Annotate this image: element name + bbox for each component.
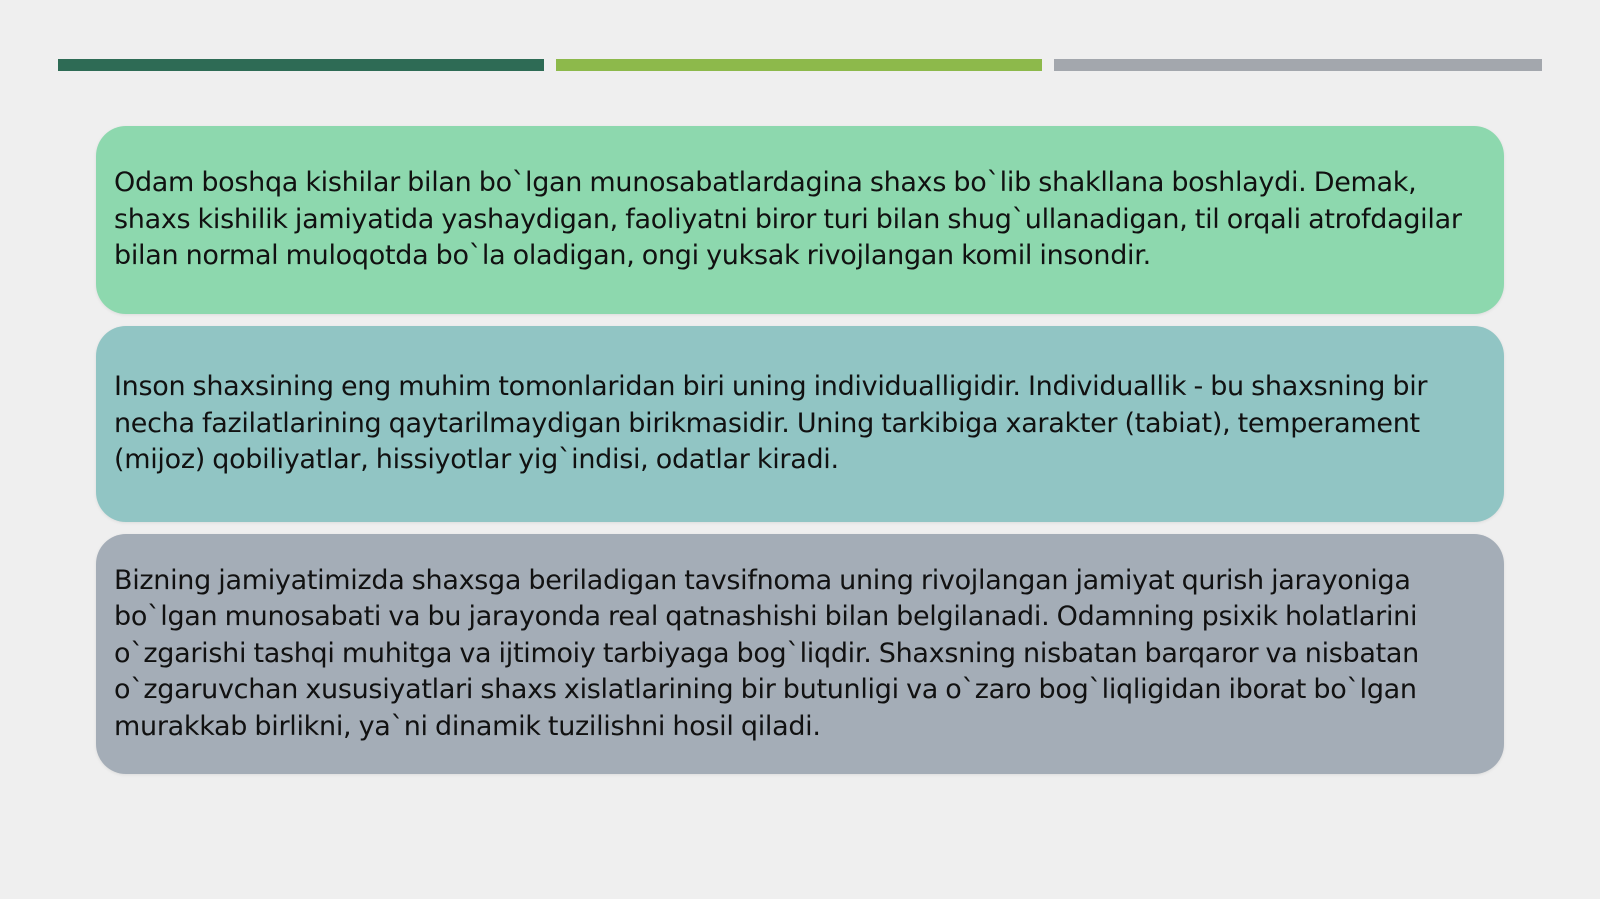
text-box-3 [96,534,1504,774]
paragraph-3: Bizning jamiyatimizda shaxsga beriladigan tavsifnoma uning rivojlangan jamiyat qurish jarayoniga bo`lgan munosabati va bu jarayonda real qatnashishi bilan belgilanadi. Odamning psixik holatlarini o`zgarishi tashqi muhitga va ijtimoiy tarbiyaga bog`liqdir. Shaxsning nisbatan barqaror va nisbatan o`zgaruvchan xususiyatlari shaxs xislatlarining bir butunligi va o`zaro bog`liqligidan iborat bo`lgan murakkab birlikni, ya`ni dinamik tuzilishni hosil qiladi. [114,564,1419,742]
accent-bar-light-green [556,59,1042,71]
accent-bar-gray [1054,59,1542,71]
text-box-1 [96,126,1504,314]
paragraph-2: Inson shaxsining eng muhim tomonlaridan biri uning individualligidir. Individuallik - bu shaxsning bir necha fazilatlarining qaytarilmaydigan birikmasidir. Uning tarkibiga xarakter (tabiat), temperament (mijoz) qobiliyatlar, hissiyotlar yig`indisi, odatlar kiradi. [114,371,1428,476]
accent-bars [58,59,1542,71]
text-box-2 [96,326,1504,522]
paragraph-1: Odam boshqa kishilar bilan bo`lgan munosabatlardagina shaxs bo`lib shakllana boshlaydi. Demak, shaxs kishilik jamiyatida yashaydigan, faoliyatni biror turi bilan shug`ullanadigan, til orqali atrofdagilar bilan normal muloqotda bo`la oladigan, ongi yuksak rivojlangan komil insondir. [114,167,1462,272]
accent-bar-dark-green [58,59,544,71]
